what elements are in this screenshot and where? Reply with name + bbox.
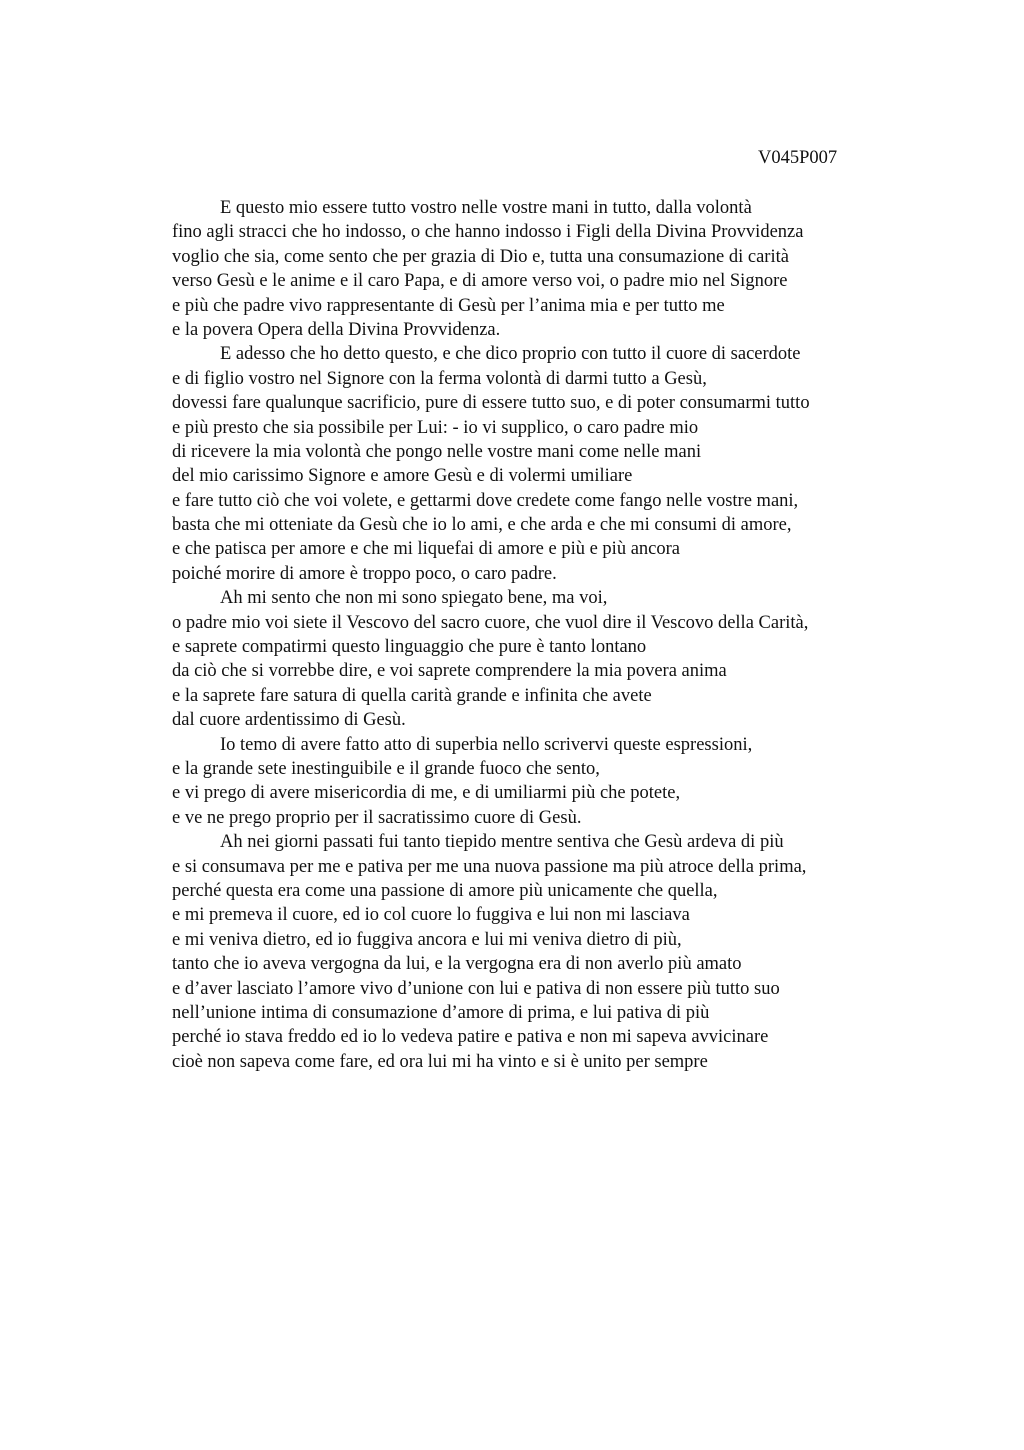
text-line: nell’unione intima di consumazione d’amore di prima, e lui pativa di più [172,1002,710,1023]
paragraph [172,342,952,586]
text-line: e più che padre vivo rappresentante di Gesù per l’anima mia e per tutto me [172,295,725,316]
text-line: e più presto che sia possibile per Lui: - io vi supplico, o caro padre mio [172,417,699,438]
text-line: da ciò che si vorrebbe dire, e voi saprete comprendere la mia povera anima [172,661,727,682]
text-line: e vi prego di avere misericordia di me, e di umiliarmi più che potete, [172,783,681,804]
text-line: Io temo di avere fatto atto di superbia nello scrivervi queste espressioni, [220,734,753,755]
text-line: e che patisca per amore e che mi liquefai di amore e più e più ancora [172,539,680,560]
text-line: basta che mi otteniate da Gesù che io lo ami, e che arda e che mi consumi di amore, [172,515,792,536]
page-identifier: V045P007 [758,148,838,168]
text-line: e la povera Opera della Divina Provvidenza. [172,319,501,340]
text-line: o padre mio voi siete il Vescovo del sacro cuore, che vuol dire il Vescovo della Carità, [172,612,809,633]
text-line: dal cuore ardentissimo di Gesù. [172,710,406,731]
paragraph [172,733,952,831]
text-line: verso Gesù e le anime e il caro Papa, e di amore verso voi, o padre mio nel Signore [172,271,788,292]
text-line: voglio che sia, come sento che per grazia di Dio e, tutta una consumazione di carità [172,246,789,267]
text-line: perché io stava freddo ed io lo vedeva patire e pativa e non mi sapeva avvicinare [172,1027,769,1048]
paragraph [172,830,952,1074]
text-line: E adesso che ho detto questo, e che dico proprio con tutto il cuore di sacerdote [220,344,801,365]
text-line: e d’aver lasciato l’amore vivo d’unione con lui e pativa di non essere più tutto suo [172,978,780,999]
text-line: e fare tutto ciò che voi volete, e gettarmi dove credete come fango nelle vostre mani, [172,490,799,511]
text-line: e saprete compatirmi questo linguaggio che pure è tanto lontano [172,637,647,658]
text-line: Ah nei giorni passati fui tanto tiepido mentre sentiva che Gesù ardeva di più [220,832,784,853]
text-line: di ricevere la mia volontà che pongo nelle vostre mani come nelle mani [172,441,702,462]
text-line: poiché morire di amore è troppo poco, o caro padre. [172,563,557,584]
text-line: e ve ne prego proprio per il sacratissimo cuore di Gesù. [172,807,582,828]
text-line: Ah mi sento che non mi sono spiegato bene, ma voi, [220,588,608,609]
text-line: e mi premeva il cuore, ed io col cuore lo fuggiva e lui non mi lasciava [172,905,690,926]
text-line: dovessi fare qualunque sacrificio, pure di essere tutto suo, e di poter consumarmi tutto [172,393,810,414]
text-line: e di figlio vostro nel Signore con la ferma volontà di darmi tutto a Gesù, [172,368,707,389]
text-line: E questo mio essere tutto vostro nelle vostre mani in tutto, dalla volontà [220,198,752,218]
letter-body [172,196,952,1074]
text-line: tanto che io aveva vergogna da lui, e la vergogna era di non averlo più amato [172,954,742,975]
text-line: del mio carissimo Signore e amore Gesù e di volermi umiliare [172,466,633,487]
text-line: e mi veniva dietro, ed io fuggiva ancora e lui mi veniva dietro di più, [172,929,682,950]
text-line: e la saprete fare satura di quella carità grande e infinita che avete [172,685,652,706]
text-line: perché questa era come una passione di amore più unicamente che quella, [172,880,718,901]
text-line: cioè non sapeva come fare, ed ora lui mi ha vinto e si è unito per sempre [172,1051,708,1072]
paragraph [172,196,952,342]
text-line: e la grande sete inestinguibile e il grande fuoco che sento, [172,758,600,779]
text-line: fino agli stracci che ho indosso, o che hanno indosso i Figli della Divina Provvidenza [172,222,804,243]
paragraph [172,586,952,732]
text-line: e si consumava per me e pativa per me una nuova passione ma più atroce della prima, [172,856,807,877]
